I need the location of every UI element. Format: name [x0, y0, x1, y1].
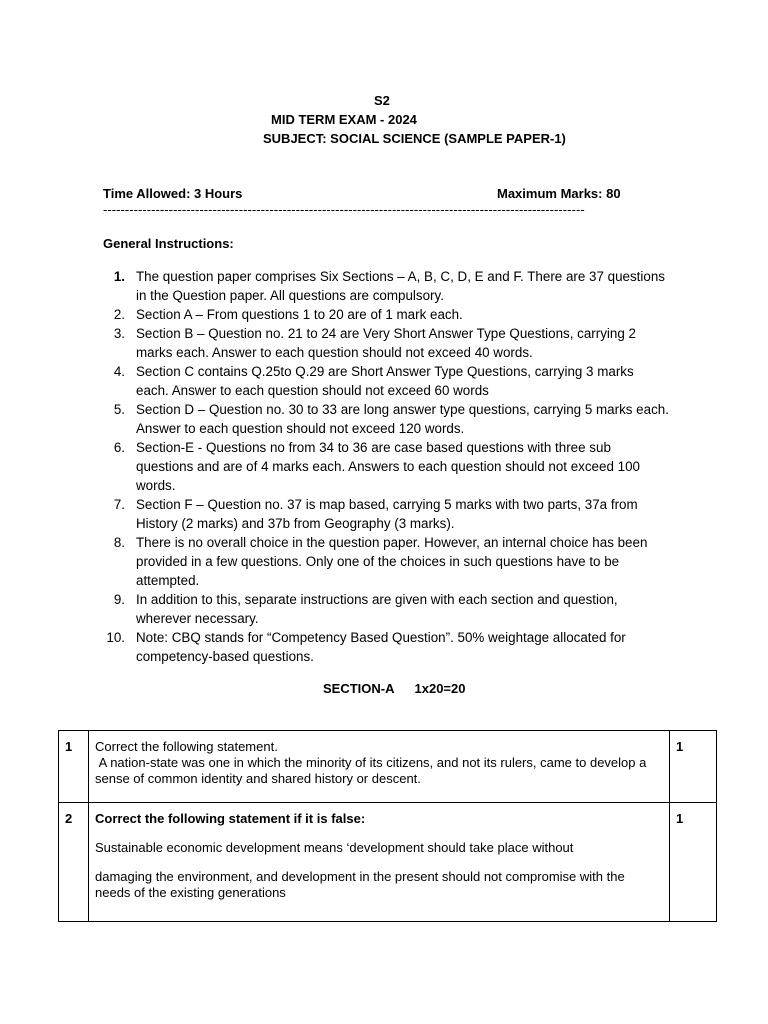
instruction-item — [100, 267, 670, 305]
exam-title: MID TERM EXAM - 2024 — [271, 112, 417, 127]
question-statement-part-2: damaging the environment, and development in the present should not compromise with the needs of the existing generations — [95, 869, 625, 900]
instruction-item — [100, 324, 670, 362]
question-heading: Correct the following statement if it is false: — [95, 811, 366, 826]
instruction-number: 2. — [113, 307, 125, 322]
instruction-text: There is no overall choice in the question paper. However, an internal choice has been provided in a few questions. Only one of the choices in such questions have to be attempted. — [136, 535, 648, 588]
question-number: 1 — [59, 731, 89, 803]
instruction-number: 10. — [106, 630, 125, 645]
question-instruction: Correct the following statement. — [95, 739, 278, 754]
question-marks: 1 — [670, 731, 717, 803]
time-allowed: Time Allowed: 3 Hours — [103, 186, 243, 201]
instruction-item — [100, 495, 670, 533]
instruction-item — [100, 305, 670, 324]
questions-table — [58, 730, 717, 922]
instruction-text: Section F – Question no. 37 is map based, carrying 5 marks with two parts, 37a from History (2 marks) and 37b from Geography (3 marks). — [136, 497, 638, 531]
instruction-text: Section-E - Questions no from 34 to 36 are case based questions with three sub questions and are of 4 marks each. Answers to each question should not exceed 100 words. — [136, 440, 640, 493]
instruction-item — [100, 590, 670, 628]
section-a-heading — [323, 681, 465, 696]
header-divider: -------------------------------------------------------------------------------------------------------------- — [103, 202, 585, 217]
section-a-title: SECTION-A — [323, 681, 395, 696]
question-statement-part-1: Sustainable economic development means ‘development should take place without — [95, 840, 574, 855]
question-number: 2 — [59, 803, 89, 922]
instruction-item — [100, 400, 670, 438]
instruction-number: 9. — [113, 592, 125, 607]
question-marks: 1 — [670, 803, 717, 922]
question-text — [89, 731, 670, 803]
instruction-text: Section D – Question no. 30 to 33 are long answer type questions, carrying 5 marks each. Answer to each question should not exceed 120 words. — [136, 402, 669, 436]
instruction-number: 4. — [113, 364, 125, 379]
instruction-text: The question paper comprises Six Sections – A, B, C, D, E and F. There are 37 questions in the Question paper. All questions are compulsory. — [136, 269, 665, 303]
instructions-list — [100, 267, 670, 666]
instruction-text: In addition to this, separate instructions are given with each section and question, wherever necessary. — [136, 592, 618, 626]
question-statement: A nation-state was one in which the minority of its citizens, and not its rulers, came to develop a sense of common identity and shared history or descent. — [95, 755, 650, 786]
instruction-item — [100, 533, 670, 590]
maximum-marks: Maximum Marks: 80 — [497, 186, 621, 201]
table-row — [59, 803, 717, 922]
general-instructions-heading: General Instructions: — [103, 236, 234, 251]
instruction-text: Section C contains Q.25to Q.29 are Short Answer Type Questions, carrying 3 marks each. Answer to each question should not exceed 60 words — [136, 364, 634, 398]
subject-title: SUBJECT: SOCIAL SCIENCE (SAMPLE PAPER-1) — [263, 131, 566, 146]
exam-code: S2 — [374, 93, 390, 108]
instruction-item — [100, 362, 670, 400]
instruction-number: 1. — [113, 269, 125, 284]
instruction-item — [100, 628, 670, 666]
question-text — [89, 803, 670, 922]
instruction-number: 3. — [113, 326, 125, 341]
instruction-number: 5. — [113, 402, 125, 417]
instruction-text: Section A – From questions 1 to 20 are of 1 mark each. — [136, 307, 463, 322]
section-a-marks: 1x20=20 — [414, 681, 466, 696]
instruction-number: 6. — [113, 440, 125, 455]
instruction-text: Section B – Question no. 21 to 24 are Very Short Answer Type Questions, carrying 2 marks each. Answer to each question should not exceed 40 words. — [136, 326, 636, 360]
instruction-number: 7. — [113, 497, 125, 512]
table-row — [59, 731, 717, 803]
instruction-text: Note: CBQ stands for “Competency Based Question”. 50% weightage allocated for competency-based questions. — [136, 630, 626, 664]
instruction-number: 8. — [113, 535, 125, 550]
instruction-item — [100, 438, 670, 495]
